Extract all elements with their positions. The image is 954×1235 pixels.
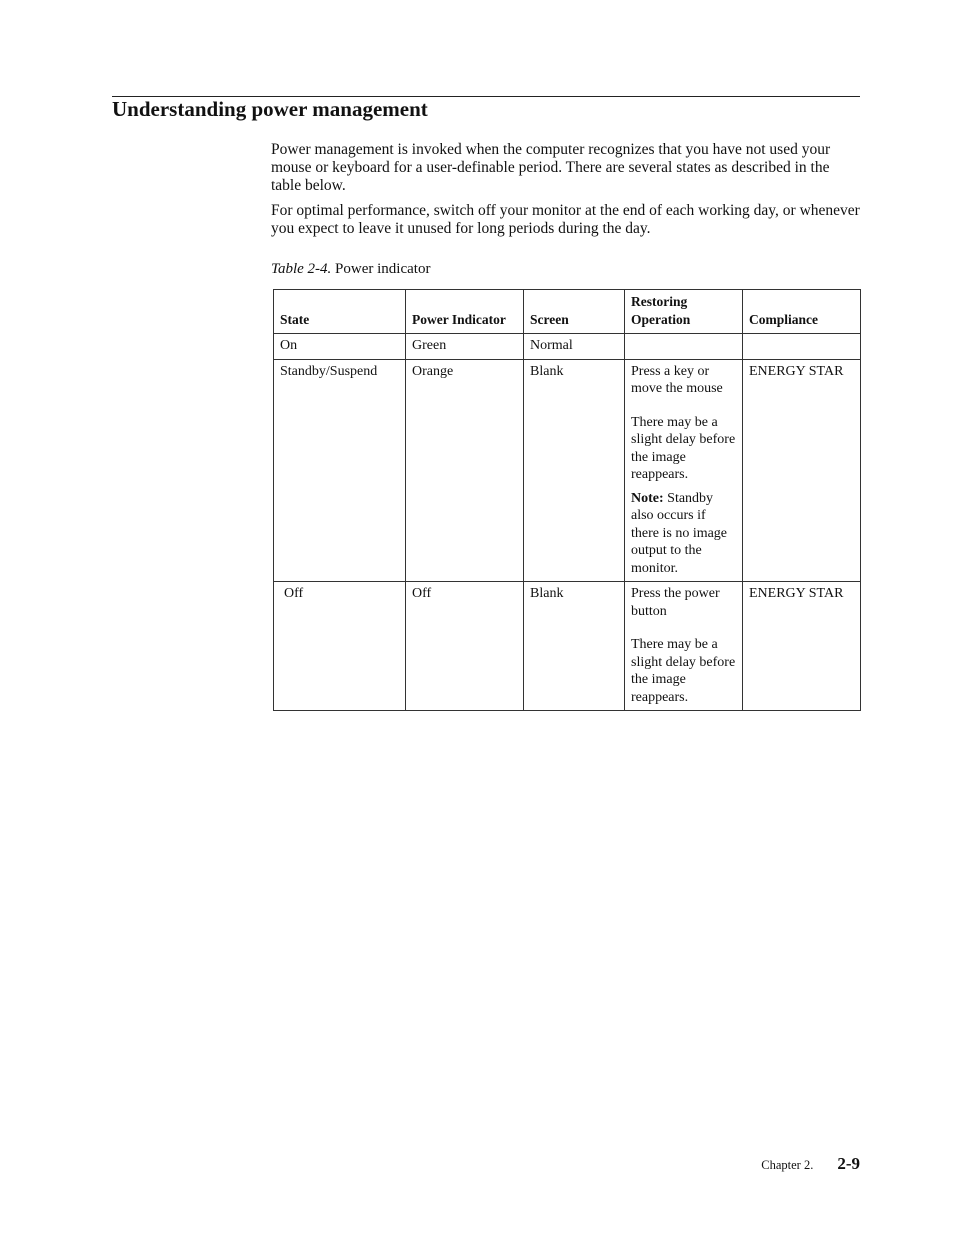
table-row: [274, 334, 861, 360]
table-row: [274, 582, 861, 711]
cell-screen: Normal: [524, 334, 625, 360]
header-screen: Screen: [524, 290, 625, 334]
header-compliance: Compliance: [743, 290, 861, 334]
cell-screen: Blank: [524, 359, 625, 582]
power-indicator-table: [273, 289, 861, 711]
note-text: Standby also occurs if there is no image output to the monitor.: [631, 490, 728, 576]
cell-state: Off: [274, 582, 406, 711]
cell-state: On: [274, 334, 406, 360]
footer-page-number: 2-9: [837, 1154, 860, 1173]
restore-step: Press a key or move the mouse: [631, 363, 723, 396]
cell-compliance: ENERGY STAR: [743, 582, 861, 711]
table-caption: [271, 260, 430, 278]
cell-restoring-operation: [625, 359, 743, 582]
restore-step: There may be a slight delay before the image reappears.: [631, 414, 736, 482]
cell-power-indicator: Orange: [406, 359, 524, 582]
table-row: [274, 359, 861, 582]
restore-note: [631, 490, 736, 578]
cell-compliance: [743, 334, 861, 360]
note-label: Note:: [631, 490, 664, 506]
cell-restoring-operation: [625, 582, 743, 711]
table-caption-label: Table 2-4.: [271, 261, 332, 277]
cell-power-indicator: Green: [406, 334, 524, 360]
header-restoring-operation: Restoring Operation: [625, 290, 743, 334]
cell-screen: Blank: [524, 582, 625, 711]
table-header-row: [274, 290, 861, 334]
intro-paragraph: Power management is invoked when the computer recognizes that you have not used your mouse or keyboard for a user-definable period. There are several states as described in the table below.: [271, 141, 831, 194]
cell-power-indicator: Off: [406, 582, 524, 711]
footer-chapter: Chapter 2.: [761, 1158, 814, 1172]
page-footer: [761, 1154, 860, 1174]
table-caption-title: Power indicator: [331, 261, 431, 277]
header-state: State: [274, 290, 406, 334]
cell-restoring-operation: [625, 334, 743, 360]
cell-state: Standby/Suspend: [274, 359, 406, 582]
restore-step: Press the power button: [631, 586, 720, 619]
section-heading: Understanding power management: [112, 97, 428, 121]
header-power-indicator: Power Indicator: [406, 290, 524, 334]
performance-paragraph: For optimal performance, switch off your monitor at the end of each working day, or whenever you expect to leave it unused for long periods during the day.: [271, 202, 860, 237]
cell-compliance: ENERGY STAR: [743, 359, 861, 582]
restore-step: There may be a slight delay before the image reappears.: [631, 637, 736, 705]
